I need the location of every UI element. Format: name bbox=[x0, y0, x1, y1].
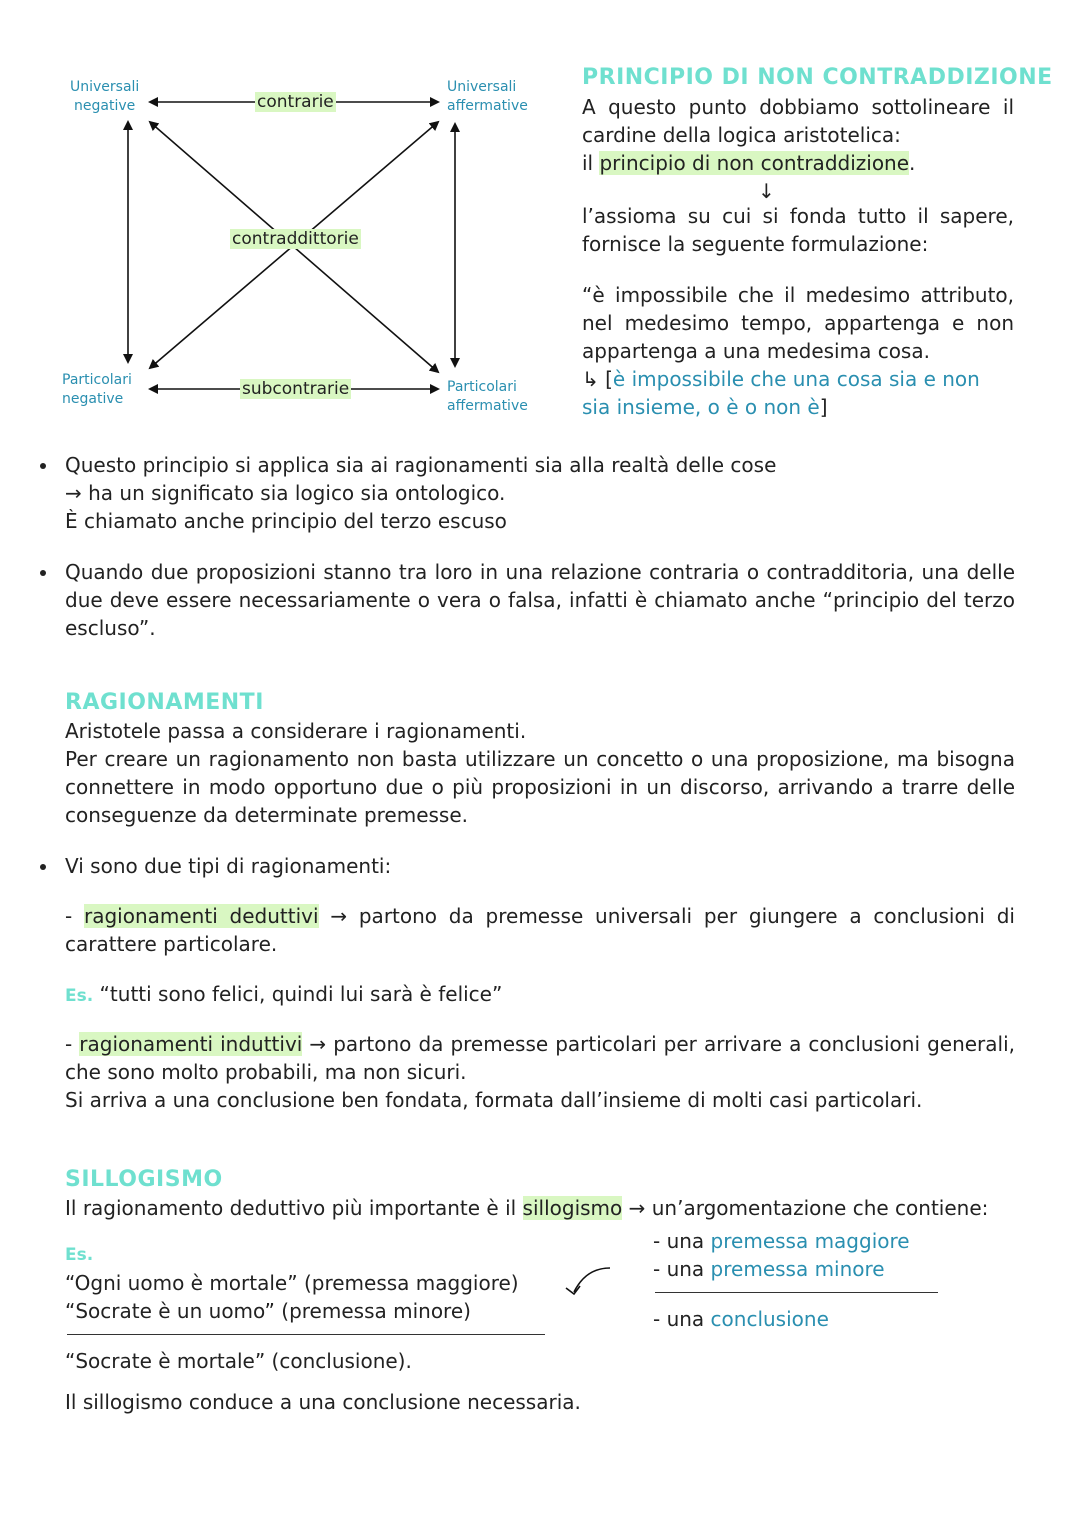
bullet-1: Questo principio si applica sia ai ragionamenti sia alla realtà delle cose → ha un significato sia logico sia ontologico. È chiamato anche principio del terzo escuso bbox=[65, 453, 777, 533]
curved-arrow-icon bbox=[560, 1262, 620, 1302]
ragionamenti-p1: Aristotele passa a considerare i ragionamenti. bbox=[65, 719, 527, 743]
bullet-dot bbox=[40, 463, 46, 469]
label-subcontrarie: subcontrarie bbox=[242, 379, 350, 399]
principio-quote: “è impossibile che il medesimo attributo, nel medesimo tempo, appartenga e non appartenga a una medesima cosa. bbox=[582, 283, 1014, 363]
ragionamenti-induttivi: - ragionamenti induttivi → partono da premesse particolari per arrivare a conclusioni generali, che sono molto probabili, ma non sicuri. bbox=[65, 1032, 1015, 1084]
principio-note: ↳ [è impossibile che una cosa sia e non sia insieme, o è o non è] bbox=[582, 367, 980, 419]
principio-line1: A questo punto dobbiamo sottolineare il cardine della logica aristotelica: bbox=[582, 95, 1014, 147]
highlight-deduttivi: ragionamenti deduttivi bbox=[84, 904, 319, 928]
sillogismo-es-label: Es. bbox=[65, 1245, 94, 1265]
label-universali-negative: Universali negative bbox=[70, 79, 140, 114]
divider-line bbox=[67, 1334, 545, 1335]
sillogismo-ex2: “Socrate è un uomo” (premessa minore) bbox=[65, 1299, 471, 1323]
diagram-arrows bbox=[0, 0, 560, 430]
sillogismo-item-2: - una premessa minore bbox=[653, 1257, 885, 1281]
sillogismo-ex1: “Ogni uomo è mortale” (premessa maggiore) bbox=[65, 1271, 519, 1295]
label-contrarie: contrarie bbox=[257, 92, 334, 112]
sillogismo-closing: Il sillogismo conduce a una conclusione necessaria. bbox=[65, 1390, 581, 1414]
sillogismo-title: SILLOGISMO bbox=[65, 1167, 223, 1192]
label-particolari-negative: Particolari negative bbox=[62, 372, 132, 407]
principio-title: PRINCIPIO DI NON CONTRADDIZIONE bbox=[582, 65, 1053, 90]
ragionamenti-induttivi-l3: Si arriva a una conclusione ben fondata, formata dall’insieme di molti casi particolari. bbox=[65, 1088, 923, 1112]
principio-line2: il principio di non contraddizione. bbox=[582, 151, 916, 175]
highlight-sillogismo: sillogismo bbox=[522, 1196, 623, 1220]
ragionamenti-p2: Per creare un ragionamento non basta utilizzare un concetto o una proposizione, ma bisogna connettere in modo opportuno due o più proposizioni in un discorso, arrivando a trarre delle conseguenze da determinate premesse. bbox=[65, 747, 1015, 827]
sillogismo-ex3: “Socrate è mortale” (conclusione). bbox=[65, 1349, 412, 1373]
sillogismo-intro: Il ragionamento deduttivo più importante è il sillogismo → un’argomentazione che contiene: bbox=[65, 1196, 989, 1220]
highlight-induttivi: ragionamenti induttivi bbox=[79, 1032, 303, 1056]
highlight-principio: principio di non contraddizione bbox=[599, 151, 910, 175]
principio-line3: l’assioma su cui si fonda tutto il sapere, fornisce la seguente formulazione: bbox=[582, 204, 1014, 256]
down-arrow: ↓ bbox=[758, 179, 775, 203]
label-particolari-affermative: Particolari affermative bbox=[447, 379, 528, 414]
label-universali-affermative: Universali affermative bbox=[447, 79, 528, 114]
bullet-dot bbox=[40, 864, 46, 870]
sillogismo-item-3: - una conclusione bbox=[653, 1307, 829, 1331]
ragionamenti-title: RAGIONAMENTI bbox=[65, 690, 264, 715]
label-contraddittorie: contraddittorie bbox=[232, 229, 359, 249]
ragionamenti-example: Es. “tutti sono felici, quindi lui sarà è felice” bbox=[65, 982, 503, 1006]
bullet-dot bbox=[40, 570, 46, 576]
ragionamenti-bullet: Vi sono due tipi di ragionamenti: bbox=[65, 854, 392, 878]
sillogismo-item-1: - una premessa maggiore bbox=[653, 1229, 910, 1253]
bullet-2: Quando due proposizioni stanno tra loro in una relazione contraria o contradditoria, una delle due deve essere necessariamente o vera o falsa, infatti è chiamato anche “principio del terzo escluso”. bbox=[65, 560, 1015, 640]
ragionamenti-deduttivi: - ragionamenti deduttivi → partono da premesse universali per giungere a conclusioni di carattere particolare. bbox=[65, 904, 1015, 956]
divider-line bbox=[655, 1292, 938, 1293]
